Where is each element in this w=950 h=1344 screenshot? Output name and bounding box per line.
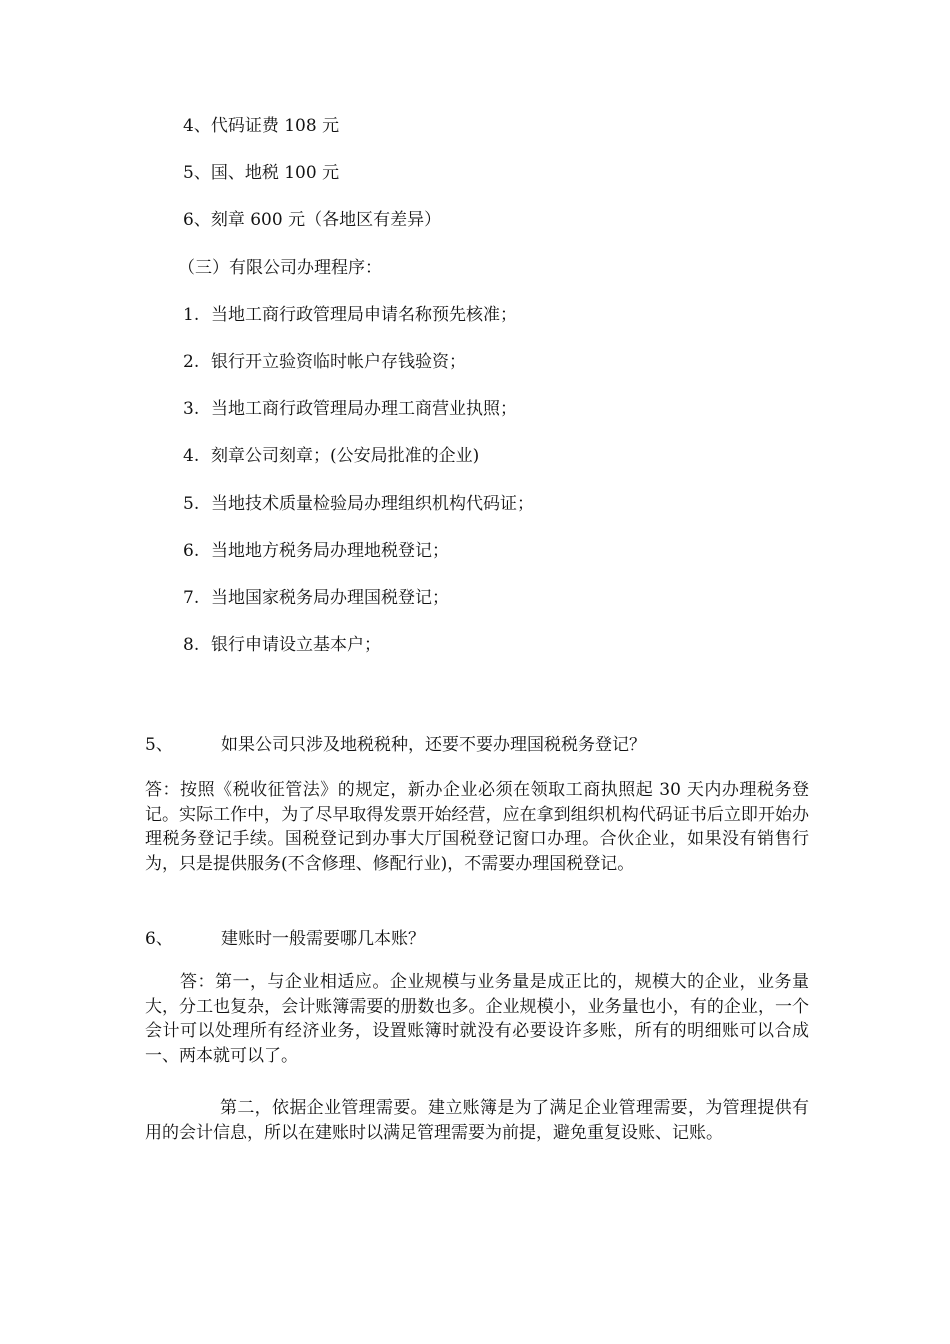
step-number: 4. (183, 446, 200, 466)
section-heading: （三）有限公司办理程序： (178, 258, 382, 278)
step-text: 当地国家税务局办理国税登记； (211, 588, 449, 608)
step-text: 银行开立验资临时帐户存钱验资； (211, 352, 466, 372)
step-number: 1. (183, 305, 200, 325)
step-text: 当地地方税务局办理地税登记； (211, 541, 449, 561)
question-5-number: 5、 (145, 735, 173, 755)
question-6-title: 建账时一般需要哪几本账？ (221, 929, 425, 949)
fee-item-code-certificate: 4、代码证费 108 元 (183, 116, 340, 136)
step-number: 3. (183, 399, 200, 419)
question-6-number: 6、 (145, 929, 173, 949)
step-text: 刻章公司刻章；(公安局批准的企业) (211, 446, 480, 466)
step-number: 5. (183, 494, 200, 514)
step-text: 当地技术质量检验局办理组织机构代码证； (211, 494, 534, 514)
step-text: 银行申请设立基本户； (211, 635, 381, 655)
question-5-answer: 答：按照《税收征管法》的规定，新办企业必须在领取工商执照起 30 天内办理税务登记。实际工作中，为了尽早取得发票开始经营，应在拿到组织机构代码证书后立即开始办理税务登记手续。国税登记到办事大厅国税登记窗口办理。合伙企业，如果没有销售行为，只是提供服务(不含修理、修配行业)，不需要办理国税登记。 (145, 780, 809, 874)
question-6-answer-paragraph-2: 第二，依据企业管理需要。建立账簿是为了满足企业管理需要，为管理提供有用的会计信息，所以在建账时以满足管理需要为前提，避免重复设账、记账。 (145, 1098, 809, 1143)
fee-item-tax: 5、国、地税 100 元 (183, 163, 340, 183)
step-number: 6. (183, 541, 200, 561)
step-number: 7. (183, 588, 200, 608)
step-number: 8. (183, 635, 200, 655)
step-text: 当地工商行政管理局申请名称预先核准； (211, 305, 517, 325)
question-5-title: 如果公司只涉及地税税种，还要不要办理国税税务登记？ (221, 735, 646, 755)
step-text: 当地工商行政管理局办理工商营业执照； (211, 399, 517, 419)
question-6-answer-paragraph-1: 答：第一，与企业相适应。企业规模与业务量是成正比的，规模大的企业，业务量大，分工也复杂，会计账簿需要的册数也多。企业规模小，业务量也小，有的企业，一个会计可以处理所有经济业务，设置账簿时就没有必要设许多账，所有的明细账可以合成一、两本就可以了。 (145, 972, 809, 1066)
fee-item-seal: 6、刻章 600 元（各地区有差异） (183, 210, 442, 230)
step-number: 2. (183, 352, 200, 372)
